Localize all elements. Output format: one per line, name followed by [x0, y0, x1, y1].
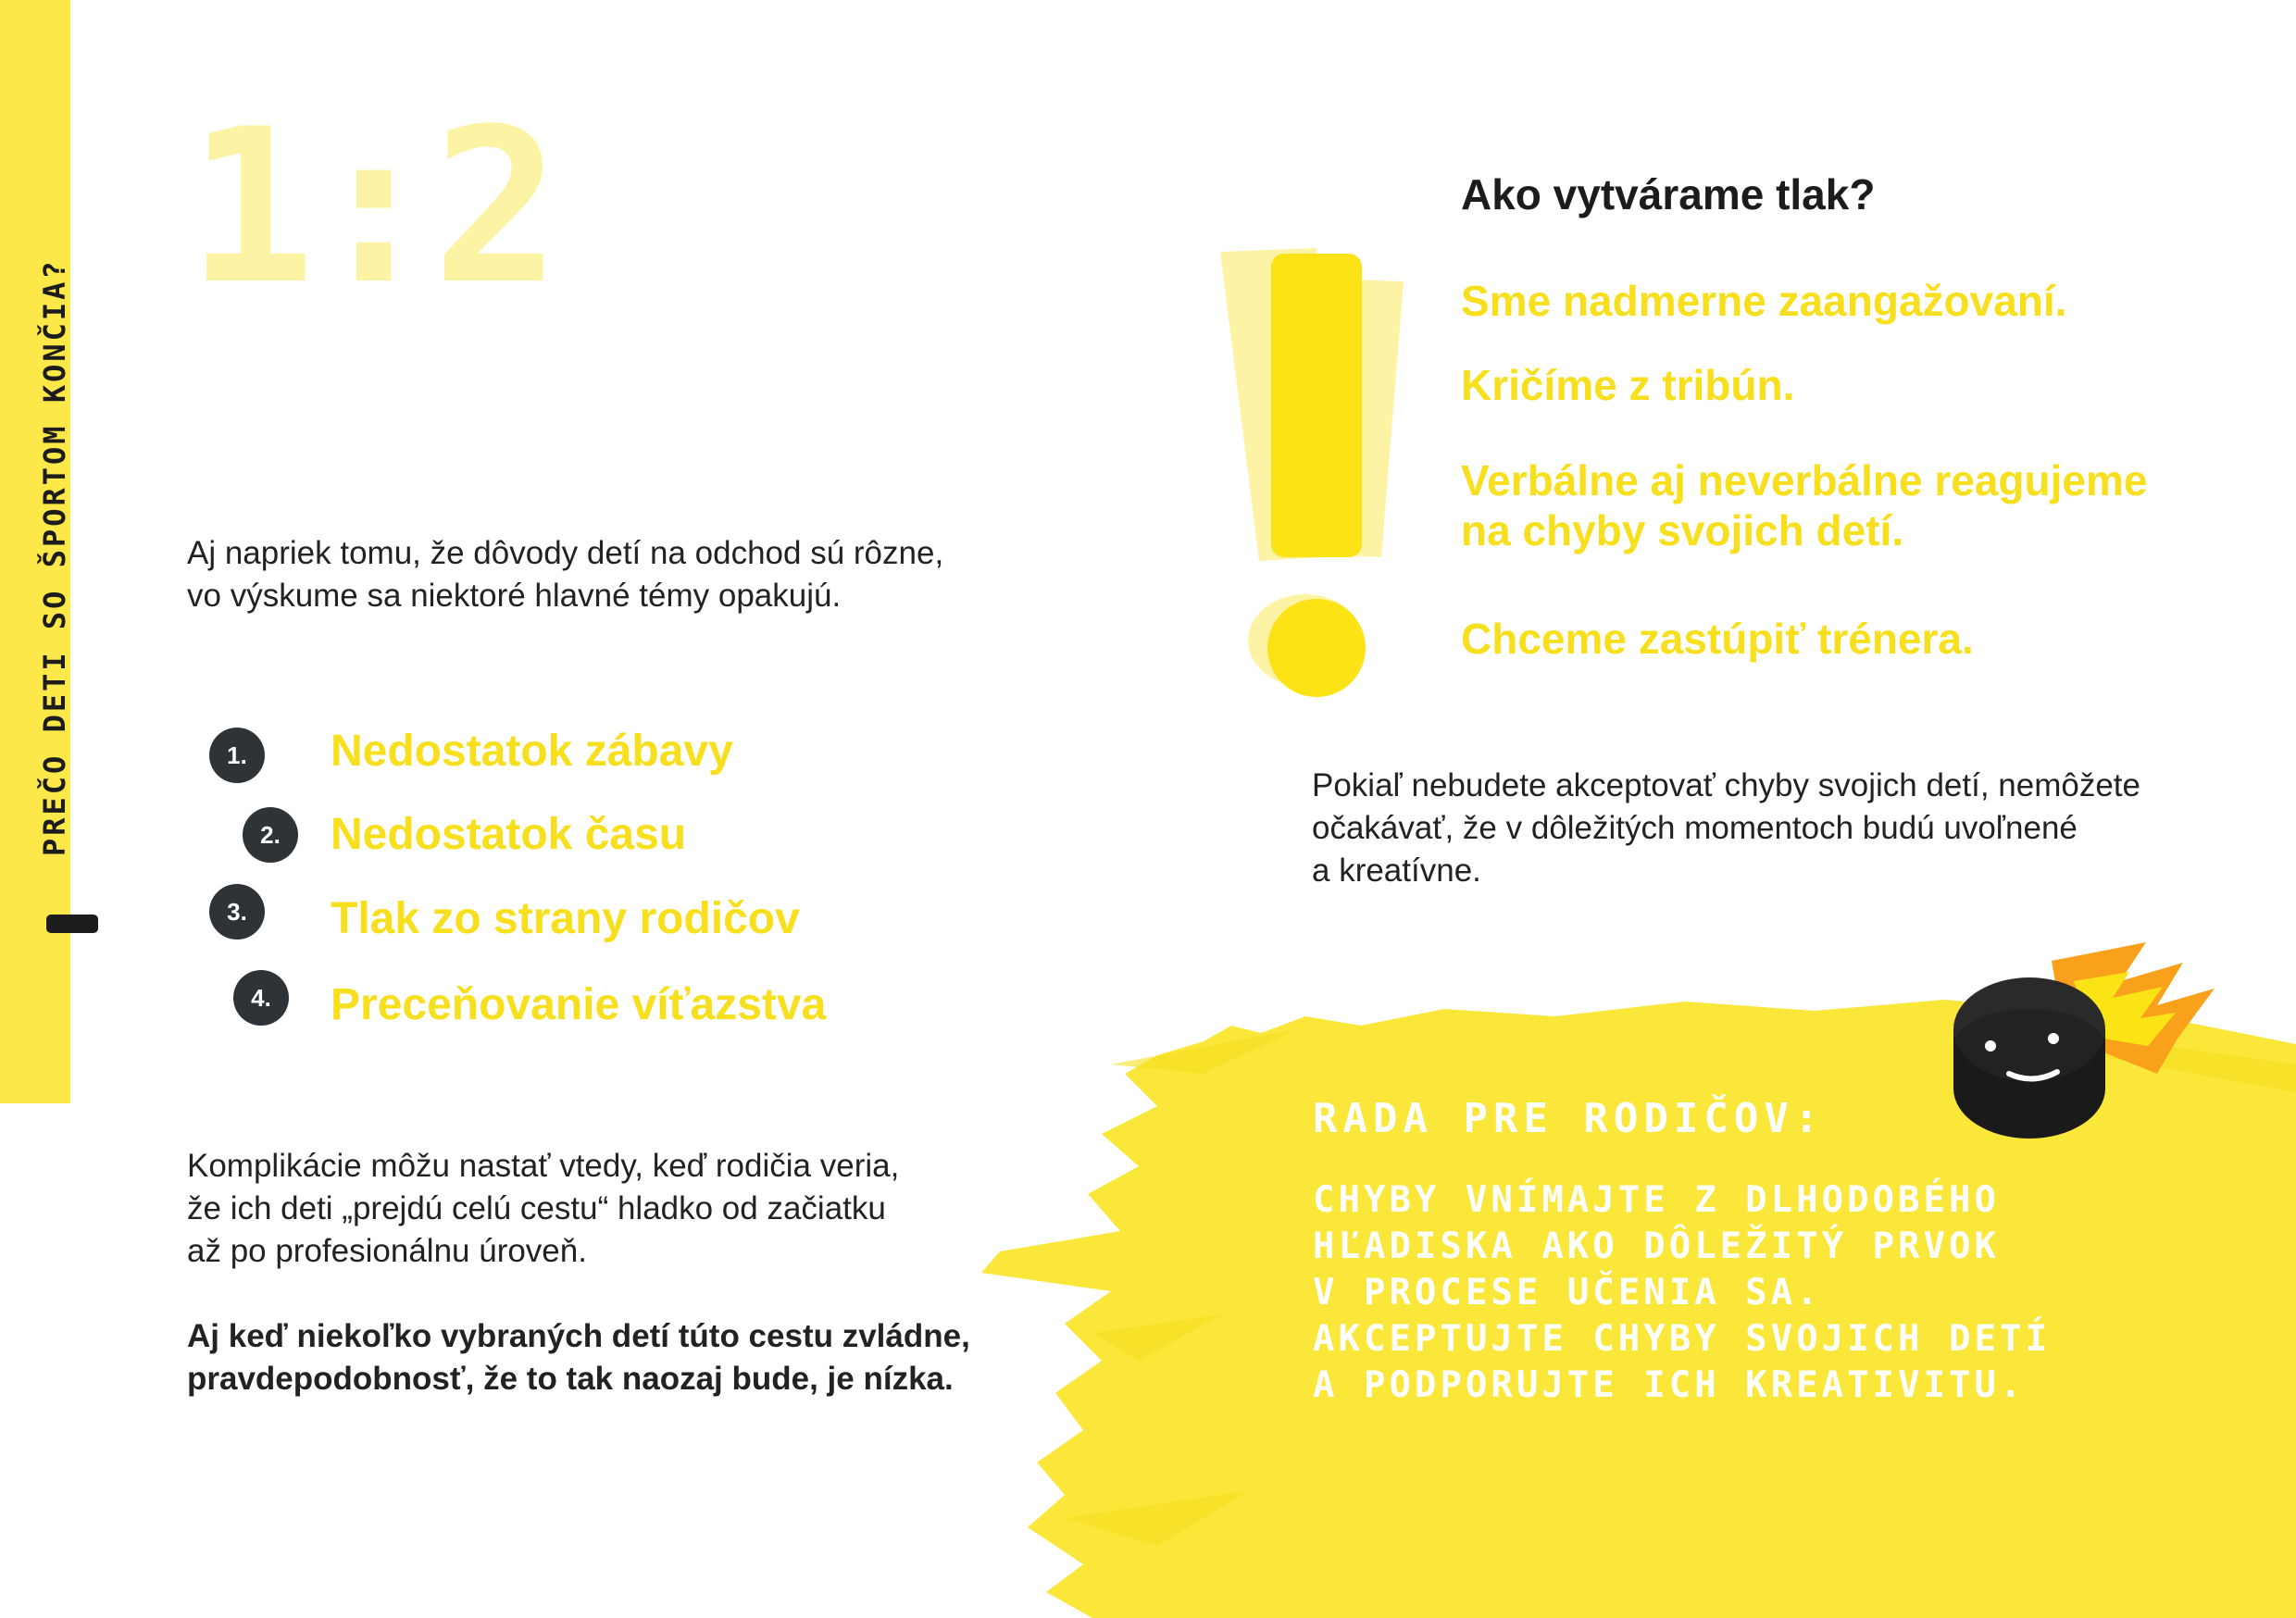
acceptance-line-2: očakávať, že v dôležitých momentoch budú uvoľnené — [1312, 810, 2078, 846]
acceptance-line-3: a kreatívne. — [1312, 853, 1481, 889]
number-badge: 2. — [243, 807, 298, 863]
reason-label: Nedostatok času — [331, 810, 687, 859]
reason-label: Preceňovanie víťazstva — [331, 980, 827, 1029]
tip-line-1: CHYBY VNÍMAJTE Z DLHODOBÉHO — [1313, 1179, 2000, 1221]
complication-bold-line-2: pravdepodobnosť, že to tak naozaj bude, je nízka. — [187, 1361, 954, 1397]
tip-line-4: AKCEPTUJTE CHYBY SVOJICH DETÍ — [1313, 1318, 2051, 1360]
pressure-item: na chyby svojich detí. — [1461, 506, 1904, 554]
pressure-item: Verbálne aj neverbálne reagujeme — [1461, 456, 2148, 504]
reason-label: Tlak zo strany rodičov — [331, 894, 800, 943]
tip-body — [1313, 1177, 2257, 1409]
reason-label: Nedostatok zábavy — [331, 727, 733, 776]
ratio-heading: 1:2 — [187, 84, 555, 331]
intro-line-2: vo výskume sa niektoré hlavné témy opakujú. — [187, 578, 842, 614]
intro-line-1: Aj napriek tomu, že dôvody detí na odchod sú rôzne, — [187, 535, 944, 571]
complication-line-3: až po profesionálnu úroveň. — [187, 1233, 587, 1269]
tip-line-3: V PROCESE UČENIA SA. — [1313, 1272, 1822, 1313]
pressure-item: Sme nadmerne zaangažovaní. — [1461, 277, 2067, 325]
sidebar-title: PREČO DETI SO ŠPORTOM KONČIA? — [37, 258, 72, 856]
complication-bold-line-1: Aj keď niekoľko vybraných detí túto cestu zvládne, — [187, 1318, 970, 1354]
tip-line-2: HĽADISKA AKO DÔLEŽITÝ PRVOK — [1313, 1226, 2000, 1267]
pressure-item: Kričíme z tribún. — [1461, 361, 1795, 409]
tip-title: RADA PRE RODIČOV: — [1313, 1095, 1825, 1142]
number-badge: 4. — [233, 970, 289, 1026]
complication-line-2: že ich deti „prejdú celú cestu“ hladko od začiatku — [187, 1190, 886, 1226]
complication-line-1: Komplikácie môžu nastať vtedy, keď rodičia veria, — [187, 1148, 900, 1184]
pressure-item: Chceme zastúpiť trénera. — [1461, 615, 1974, 663]
number-badge: 1. — [209, 728, 265, 783]
tip-line-5: A PODPORUJTE ICH KREATIVITU. — [1313, 1364, 2026, 1406]
number-badge: 3. — [209, 884, 265, 940]
pressure-heading: Ako vytvárame tlak? — [1461, 170, 1876, 218]
acceptance-line-1: Pokiaľ nebudete akceptovať chyby svojich detí, nemôžete — [1312, 767, 2140, 803]
